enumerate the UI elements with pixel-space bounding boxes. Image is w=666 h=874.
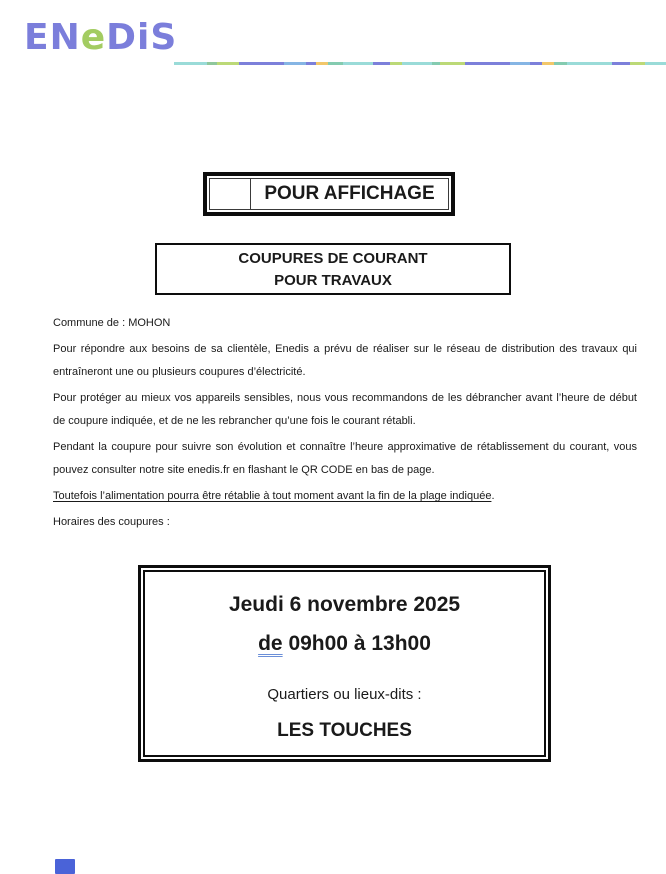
subject-line-1: COUPURES DE COURANT — [238, 250, 428, 267]
brand-color-line — [174, 62, 666, 65]
brand-line-segment — [542, 62, 554, 65]
brand-line-segment — [630, 62, 645, 65]
place-name: LES TOUCHES — [277, 720, 412, 741]
brand-line-segment — [612, 62, 630, 65]
brand-line-segment — [316, 62, 328, 65]
schedule-label: Horaires des coupures : — [53, 516, 170, 528]
brand-line-segment — [402, 62, 432, 65]
subject-box — [155, 243, 511, 295]
brand-line-segment — [465, 62, 510, 65]
brand-line-segment — [328, 62, 343, 65]
brand-line-segment — [530, 62, 542, 65]
brand-line-segment — [373, 62, 390, 65]
brand-line-segment — [567, 62, 612, 65]
body-text — [53, 312, 637, 537]
brand-line-segment — [284, 62, 306, 65]
brand-line-segment — [432, 62, 440, 65]
brand-line-segment — [306, 62, 316, 65]
brand-line-segment — [510, 62, 530, 65]
brand-line-segment — [207, 62, 217, 65]
logo-letter-green-e: e — [80, 17, 107, 58]
outage-time-range: 09h00 à 13h00 — [282, 632, 431, 655]
paragraph-intro: Pour répondre aux besoins de sa clientèle, Enedis a prévu de réaliser sur le réseau de distribution des travaux qui entraîneront une ou plusieurs coupures d’électricité. — [53, 343, 637, 378]
brand-line-segment — [239, 62, 284, 65]
logo-letters-left: EN — [24, 17, 81, 58]
affichage-empty-cell — [210, 179, 251, 209]
brand-line-segment — [343, 62, 373, 65]
underlined-suffix: . — [491, 490, 495, 502]
outage-date: Jeudi 6 novembre 2025 — [228, 593, 461, 616]
subject-line-2: POUR TRAVAUX — [274, 272, 392, 289]
grammar-underline-de: de — [258, 632, 283, 655]
affichage-title: POUR AFFICHAGE — [264, 183, 435, 204]
affichage-box — [203, 172, 455, 216]
brand-line-segment — [645, 62, 666, 65]
brand-line-segment — [390, 62, 402, 65]
outage-time — [145, 627, 544, 661]
underlined-note — [53, 485, 637, 508]
brand-line-segment — [174, 62, 207, 65]
brand-line-segment — [217, 62, 239, 65]
quartiers-label: Quartiers ou lieux-dits : — [267, 686, 422, 703]
commune-line: Commune de : MOHON — [53, 317, 171, 329]
logo-letters-right: DiS — [106, 17, 178, 58]
underlined-sentence: Toutefois l’alimentation pourra être rétablie à tout moment avant la fin de la plage indiquée — [53, 490, 492, 502]
outage-box — [138, 565, 551, 762]
bottom-page-mark — [55, 859, 75, 874]
outage-inner-frame — [143, 570, 546, 757]
brand-line-segment — [554, 62, 567, 65]
paragraph-advice: Pour protéger au mieux vos appareils sensibles, nous vous recommandons de les débrancher avant l’heure de début de coupure indiquée, et de ne les rebrancher qu’une fois le courant rétabli. — [53, 392, 637, 427]
affichage-inner-frame — [209, 178, 449, 210]
paragraph-qrcode: Pendant la coupure pour suivre son évolution et connaître l’heure approximative de rétablissement du courant, vous pouvez consulter notre site enedis.fr en flashant le QR CODE en bas de page. — [53, 441, 637, 476]
enedis-logo — [24, 14, 177, 62]
brand-line-segment — [440, 62, 465, 65]
